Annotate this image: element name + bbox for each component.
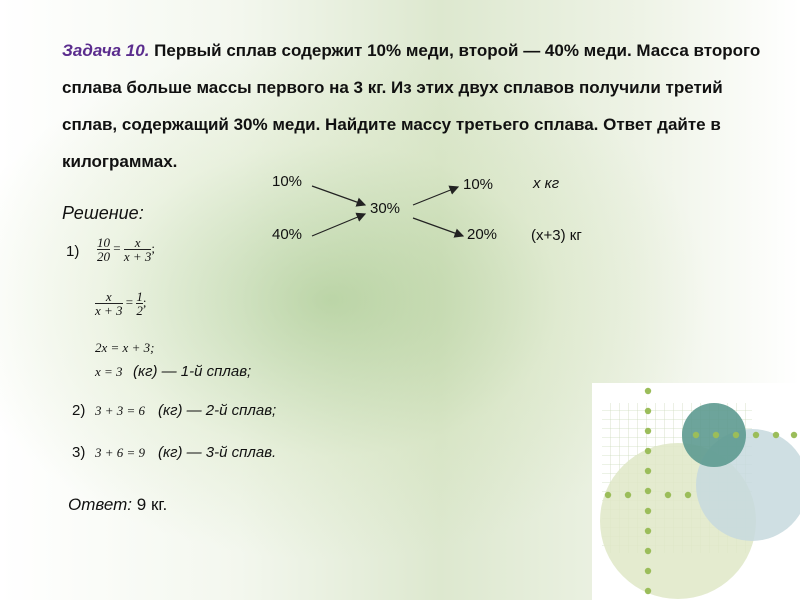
answer [68, 495, 167, 515]
step-1-note: (кг) — 1-й сплав; [133, 363, 252, 380]
step-2-number: 2) [72, 402, 86, 419]
scheme-bottom-left: 40% [272, 226, 303, 243]
step-2-equation: 3 + 3 = 6 [95, 403, 146, 418]
arrow-top-right [413, 187, 458, 205]
step-1-equation-a: $\frac{10}{20}$ = $\frac{x}{x + 3}$ ; [97, 235, 156, 264]
scheme-center: 30% [370, 200, 401, 217]
arrow-top-left [312, 186, 365, 205]
arrow-bottom-left [312, 214, 365, 236]
step-3-note: (кг) — 3-й сплав. [158, 444, 277, 461]
step-2-note: (кг) — 2-й сплав; [158, 402, 277, 419]
decorative-graphic [592, 383, 800, 600]
step-1-equation-c: 2x = x + 3; [95, 340, 155, 355]
decorative-circles-grid [592, 383, 800, 600]
step-3-equation: 3 + 6 = 9 [95, 445, 146, 460]
step-1-result: x = 3 [95, 364, 123, 379]
scheme-bottom-right: 20% [467, 226, 498, 243]
arrow-bottom-right [413, 218, 463, 236]
scheme-top-right: 10% [463, 176, 494, 193]
scheme-top-left: 10% [272, 173, 303, 190]
solution-title: Решение: [62, 203, 144, 223]
answer-value: 9 кг. [136, 495, 168, 514]
scheme-mass-top: x кг [533, 175, 560, 192]
scheme-mass-bottom: (x+3) кг [531, 227, 582, 244]
answer-label: Ответ: [68, 495, 133, 514]
step-1-equation-b: $\frac{x}{x + 3}$ = $\frac{1}{2}$ ; [95, 289, 147, 318]
problem-text: Первый сплав содержит 10% меди, второй — 40% меди. Масса второго сплава больше массы первого на 3 кг. Из этих двух сплавов получили третий сплав, содержащий 30% меди. Найдите массу третьего сплава. Ответ дайте в килограммах. [62, 41, 761, 171]
problem-label: Задача 10. [62, 41, 150, 60]
step-1-number: 1) [66, 243, 80, 260]
step-3-number: 3) [72, 444, 86, 461]
